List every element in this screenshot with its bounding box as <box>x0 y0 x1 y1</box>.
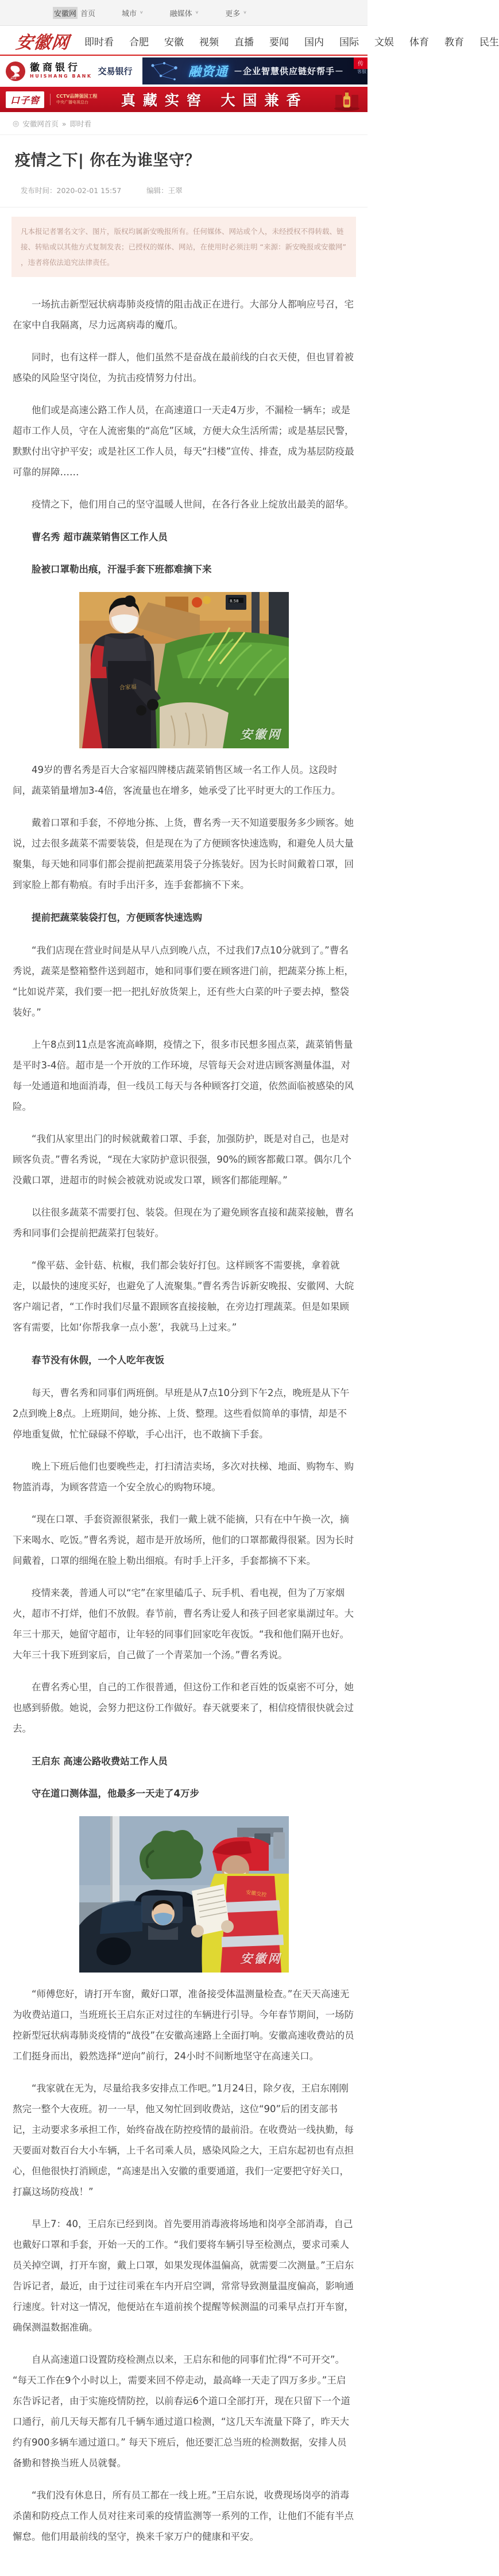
svg-text:合家福: 合家福 <box>118 683 137 691</box>
nav-item[interactable]: 体育 <box>409 36 429 48</box>
nav-item[interactable]: 民生 <box>479 36 499 48</box>
article-paragraph: 一场抗击新型冠状病毒肺炎疫情的阻击战正在进行。大部分人都响应号召，宅在家中自我隔离，尽力远离病毒的魔爪。 <box>13 299 354 330</box>
ad-banner-liquor[interactable] <box>0 87 368 112</box>
article-paragraph: 早上7：40，王启东已经到岗。首先要用消毒液将场地和岗亭全部消毒，自己也戴好口罩和手套，开始一天的工作。“我们要将车辆引导至检测点，要求司乘人员关掉空调，打开车窗，戴上口罩，如果发现体温偏高，就需要二次测量。”王启东告诉记者，最近，由于过往司乘在车内开启空调，常常导致测量温度偏高，影响通行速度。针对这一情况，他便站在车道前挨个提醒等候测温的司乘早点打开车窗，确保测温数据准确。 <box>13 2219 354 2333</box>
topbar-home-link[interactable] <box>53 7 95 19</box>
nav-item[interactable]: 要闻 <box>269 36 289 48</box>
nav-item[interactable]: 即时看 <box>84 36 114 48</box>
article-paragraph: “我们没有休息日，所有员工都在一线上班。”王启东说，收费现场岗亭的消毒杀菌和防疫点工作人员对往来司乘的疫情监测等一系列的工作，让他们不能有半点懈怠。他们用最前线的坚守，换来千家万户的健康和平安。 <box>13 2490 354 2542</box>
article-meta <box>0 170 368 207</box>
nav-item[interactable]: 合肥 <box>129 36 149 48</box>
article-paragraph: 疫情来袭，普通人可以“宅”在家里磕瓜子、玩手机、看电视，但为了万家烟火，超市不打烊，他们不放假。春节前，曹名秀让爱人和孩子回老家巢湖过年。大年三十那天，她留守超市，让年轻的同事们回家吃年夜饭。“我和他们隔开也好。大年三十我下班到家后，自己做了一个青菜加一个汤。”曹名秀说。 <box>13 1587 354 1660</box>
liquor-ad-slogan: 真藏实窖 大国兼香 <box>121 92 308 109</box>
article-paragraph: 疫情之下，他们用自己的坚守温暖人世间，在各行各业上绽放出最美的韶华。 <box>32 499 354 510</box>
photo-toll-worker <box>79 1816 289 1973</box>
article-paragraph: “我家就在无为，尽量给我多安排点工作吧。”1月24日，除夕夜，王启东刚刚熬完一整个大夜班。初一一早，他又匆忙回到收费站，这位“90”后的团支部书记，主动要求多承担工作，始终奋战在防控疫情的最前沿。在收费站一线执勤，每天要面对数百台大小车辆，上千名司乘人员，感染风险之大，王启东起初也有点担心，但他很快打消顾虑，“高速是出入安徽的重要通道，我们一定要把守好关口，打赢这场防疫战！” <box>13 2083 354 2197</box>
bank-ad-corner-tag: 传 <box>354 57 368 69</box>
network-graphic-icon <box>149 60 183 83</box>
breadcrumb-home[interactable]: 安徽网首页 <box>22 120 59 128</box>
cctv-badge-line1: CCTV品牌强国工程 <box>56 93 98 99</box>
bank-ad-slogan: －企业智慧供应链好帮手－ <box>234 66 345 76</box>
photo-watermark: 安徽网 <box>240 728 282 741</box>
cctv-badge-line2: 中央广播电视总台 <box>56 99 89 105</box>
article-paragraph: “我们店现在营业时间是从早八点到晚八点，不过我们7点10分就到了。”曹名秀说，蔬菜是整箱整件送到超市，她和同事们要在顾客进门前，把蔬菜分拣上柜，“比如说芹菜，我们要一把一把扎好放货架上，还有些大白菜的叶子要去掉，整袋装好。” <box>13 945 354 1018</box>
location-pin-icon: ◎ <box>13 119 20 128</box>
chevron-down-icon: ∨ <box>243 10 247 15</box>
article-paragraph: 晚上下班后他们也要晚些走，打扫清洁卖场，多次对扶梯、地面、购物车、购物篮消毒，为顾客营造一个安全放心的购物环境。 <box>13 1461 354 1493</box>
bank-ad-left <box>0 57 142 84</box>
main-nav <box>84 34 499 48</box>
bank-name-block <box>30 63 92 79</box>
article-paragraph: 以往很多蔬菜不需要打包、装袋。但现在为了避免顾客直接和蔬菜接触，曹名秀和同事们会提前把蔬菜打包装好。 <box>13 1207 354 1239</box>
bank-name-en: HUISHANG BANK <box>30 74 92 79</box>
breadcrumb-separator: » <box>61 119 67 128</box>
article-paragraph: “师傅您好，请打开车窗，戴好口罩，准备接受体温测量检查。”在天天高速无为收费站道口，当班班长王启东正对过往的车辆进行引导。今年春节期间，一场防控新型冠状病毒肺炎疫情的“战役”在安徽高速路上全面打响。安徽高速收费站的员工们挺身而出，毅然选择“逆向”前行，24小时不间断地坚守在高速关口。 <box>13 1989 354 2062</box>
article-paragraph: 上午8点到11点是客流高峰期，疫情之下，很多市民想多囤点菜，蔬菜销售量是平时3-4倍。超市是一个开放的工作环境，尽管每天会对进店顾客测量体温，对每一处通道和地面消毒，但一线员工每天与各种顾客打交道，依然面临被感染的风险。 <box>13 1039 354 1112</box>
nav-item[interactable]: 国内 <box>304 36 324 48</box>
svg-text:ank: ank <box>10 76 17 80</box>
topbar-dropdown[interactable]: 融媒体 ∨ <box>169 9 199 18</box>
bank-logo-icon <box>6 61 25 81</box>
article-paragraph: 自从高速道口设置防疫检测点以来，王启东和他的同事们忙得“不可开交”。“每天工作在9个小时以上，需要来回不停走动，最高峰一天走了四万多步。”王启东告诉记者，由于实施疫情防控，以前春运6个道口全部打开，现在只留下一个道口通行，前几天每天都有几千辆车通过道口检测，“这几天车流量下降了，昨天大约有900多辆车通过道口。” 每天下班后，他还要汇总当班的检测数据，安排人员备勤和替换当班人员就餐。 <box>13 2354 350 2469</box>
article-paragraph: “像平菇、金针菇、杭椒，我们都会装好打包。这样顾客不需要挑，拿着就走，以最快的速度买好，也避免了人流聚集。”曹名秀告诉新安晚报、安徽网、大皖客户端记者，“工作时我们尽量不跟顾客直接接触，在旁边打理蔬菜。但是如果顾客有需要，比如‘你帮我拿一点小葱’，我就马上过来。” <box>13 1260 354 1333</box>
article-subhead: 曹名秀 超市蔬菜销售区工作人员 <box>32 532 168 543</box>
nav-item[interactable]: 安徽 <box>164 36 184 48</box>
article-paragraph: 同时，也有这样一群人，他们虽然不是奋战在最前线的白衣天使，但也冒着被感染的风险坚守岗位，为抗击疫情努力付出。 <box>13 352 354 383</box>
topbar-dropdown[interactable]: 更多 ∨ <box>225 9 247 18</box>
article-subhead: 脸被口罩勒出痕，汗湿手套下班都难摘下来 <box>32 564 212 575</box>
article-paragraph: 戴着口罩和手套，不停地分拣、上货，曹名秀一天不知道要服务多少顾客。她说，过去很多蔬菜不需要装袋，但是现在为了方便顾客快速选购，和避免人员大量聚集，每天她和同事们都会提前把蔬菜用袋子分拣装好。因为长时间戴着口罩，回到家脸上都有勒痕。有时手出汗多，连手套都摘不下来。 <box>13 817 354 890</box>
article-paragraph: 在曹名秀心里，自己的工作很普通，但这份工作和老百姓的饭桌密不可分，她也感到骄傲。她说，会努力把这份工作做好。春天就要来了，相信疫情很快就会过去。 <box>13 1682 354 1734</box>
chevron-down-icon: ∨ <box>195 10 199 15</box>
breadcrumb-current[interactable]: 即时看 <box>69 120 92 128</box>
masthead <box>0 26 499 56</box>
nav-item[interactable]: 国际 <box>339 36 359 48</box>
article-subhead: 守在道口测体温，他最多一天走了4万步 <box>32 1788 199 1799</box>
breadcrumb <box>0 112 368 135</box>
topbar-menus <box>122 7 247 18</box>
copyright-notice: 凡本报记者署名文字、图片，版权均属新安晚报所有。任何媒体、网站或个人，未经授权不得转载、链接、转贴或以其他方式复制发表；已授权的媒体、网站，在使用时必须注明 “来源：新安晚报或安徽网” ，违者将依法追究法律责任。 <box>11 217 356 277</box>
svg-text:安徽交控: 安徽交控 <box>245 1890 267 1898</box>
publish-time: 发布时间：2020-02-01 15:57 <box>21 186 122 195</box>
article-paragraph: 他们或是高速公路工作人员，在高速道口一天走4万步，不漏检一辆车；或是超市工作人员，守在人流密集的“高危”区域，方便大众生活所需；或是基层民警，默默付出守护平安；或是社区工作人员，每天“扫楼”宣传、排查，成为基层防疫最可靠的屏障…… <box>13 405 354 478</box>
bank-name-cn: 徽商银行 <box>30 62 80 74</box>
liquor-brand-logo: 口子窖 <box>6 91 44 108</box>
topbar-home-suffix: 首页 <box>80 9 96 18</box>
article-paragraph: “现在口罩、手套资源很紧张，我们一戴上就不能摘，只有在中午换一次，摘下来喝水、吃饭。”曹名秀说，超市是开放场所，他们的口罩都戴得很紧。因为长时间戴着，口罩的细绳在脸上勒出细痕。有时手上汗多，手套都摘不下来。 <box>13 1514 354 1566</box>
bank-ad-right <box>142 57 368 84</box>
liquor-bottles-icon <box>332 88 362 111</box>
ad-banner-bank[interactable] <box>0 57 368 84</box>
site-logo[interactable]: 安徽网 <box>14 33 71 53</box>
article-body <box>0 279 368 2576</box>
bank-product-name: 融资通 <box>188 65 229 79</box>
photo-supermarket-worker <box>79 592 289 748</box>
article-paragraph: 49岁的曹名秀是百大合家福四牌楼店蔬菜销售区域一名工作人员。这段时间，蔬菜销量增加3-4倍，客流量也在增多，她承受了比平时更大的工作压力。 <box>13 764 341 796</box>
top-utility-bar <box>0 0 368 26</box>
article-subhead: 王启东 高速公路收费站工作人员 <box>32 1756 168 1767</box>
article-paragraph: “我们从家里出门的时候就戴着口罩、手套，加强防护，既是对自己，也是对顾客负责。”曹名秀说，“现在大家防护意识很强，90%的顾客都戴口罩。偶尔几个没戴口罩，进超市的时候会被就劝说或发口罩，顾客们都能理解。” <box>13 1133 352 1186</box>
article-subhead: 提前把蔬菜装袋打包，方便顾客快速选购 <box>32 912 202 923</box>
svg-text:8.58: 8.58 <box>229 599 239 603</box>
nav-item[interactable]: 教育 <box>444 36 464 48</box>
topbar-dropdown[interactable]: 城市 ∨ <box>122 9 144 18</box>
photo-watermark: 安徽网 <box>240 1952 282 1966</box>
cctv-badge <box>50 94 97 105</box>
nav-item[interactable]: 视频 <box>199 36 219 48</box>
nav-item[interactable]: 直播 <box>234 36 254 48</box>
nav-item[interactable]: 文娱 <box>374 36 394 48</box>
page-title: 疫情之下| 你在为谁坚守？ <box>15 152 200 170</box>
article-paragraph: 每天，曹名秀和同事们两班倒。早班是从7点10分到下午2点，晚班是从下午2点到晚上8点。上班期间，她分拣、上货、整理。这些看似简单的事情，却是不停地重复做，忙忙碌碌不停歇，手心出汗，也不敢摘下手套。 <box>13 1387 350 1440</box>
chevron-down-icon: ∨ <box>140 10 144 15</box>
article-subhead: 春节没有休假，一个人吃年夜饭 <box>32 1355 164 1366</box>
bank-ad-corner-subtext: 客服 <box>357 69 366 74</box>
editor-name: 编辑：王翠 <box>146 186 183 195</box>
bank-sub-title: 交易银行 <box>98 66 133 76</box>
topbar-home-highlight: 安徽网 <box>53 7 78 19</box>
